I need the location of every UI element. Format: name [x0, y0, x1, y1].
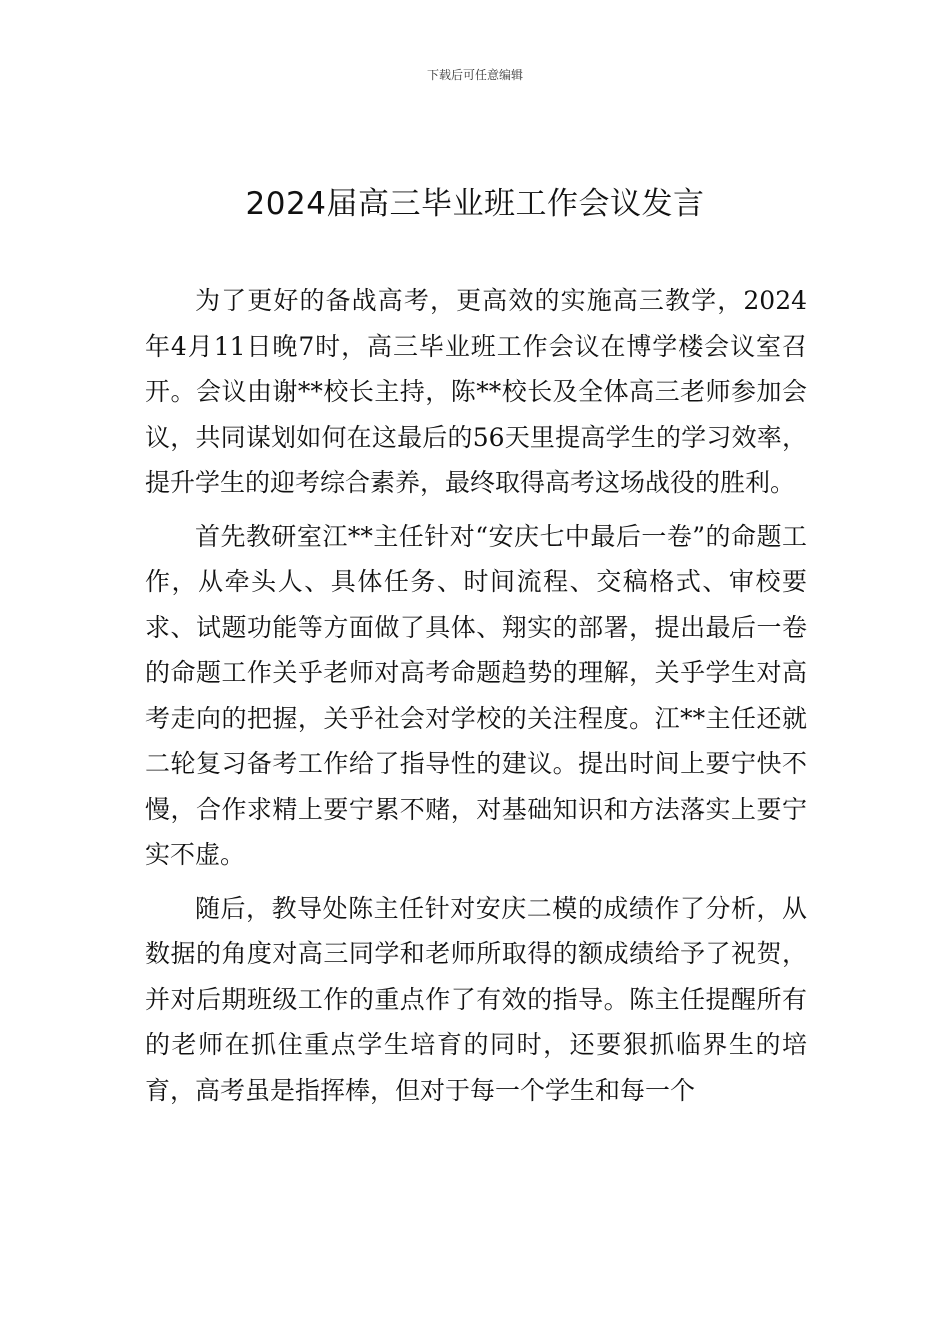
header-note: 下载后可任意编辑 — [426, 68, 523, 82]
paragraph-1: 为了更好的备战高考，更高效的实施高三教学，2024年4月11日晚7时，高三毕业班工作会议在博学楼会议室召开。会议由谢**校长主持，陈**校长及全体高三老师参加会议，共同谋划如何在这最后的56天里提高学生的学习效率，提升学生的迎考综合素养，最终取得高考这场战役的胜利。 — [145, 286, 807, 497]
paragraph-2: 首先教研室江**主任针对“安庆七中最后一卷”的命题工作，从牵头人、具体任务、时间流程、交稿格式、审校要求、试题功能等方面做了具体、翔实的部署，提出最后一卷的命题工作关乎老师对高考命题趋势的理解，关乎学生对高考走向的把握，关乎社会对学校的关注程度。江**主任还就二轮复习备考工作给了指导性的建议。提出时间上要宁快不慢，合作求精上要宁累不赌，对基础知识和方法落实上要宁实不虚。 — [145, 521, 807, 869]
document-body — [145, 278, 807, 1121]
document-title: 2024届高三毕业班工作会议发言 — [245, 186, 705, 222]
paragraph-3: 随后，教导处陈主任针对安庆二模的成绩作了分析，从数据的角度对高三同学和老师所取得的额成绩给予了祝贺，并对后期班级工作的重点作了有效的指导。陈主任提醒所有的老师在抓住重点学生培育的同时，还要狠抓临界生的培育，高考虽是指挥棒，但对于每一个学生和每一个 — [145, 893, 807, 1105]
